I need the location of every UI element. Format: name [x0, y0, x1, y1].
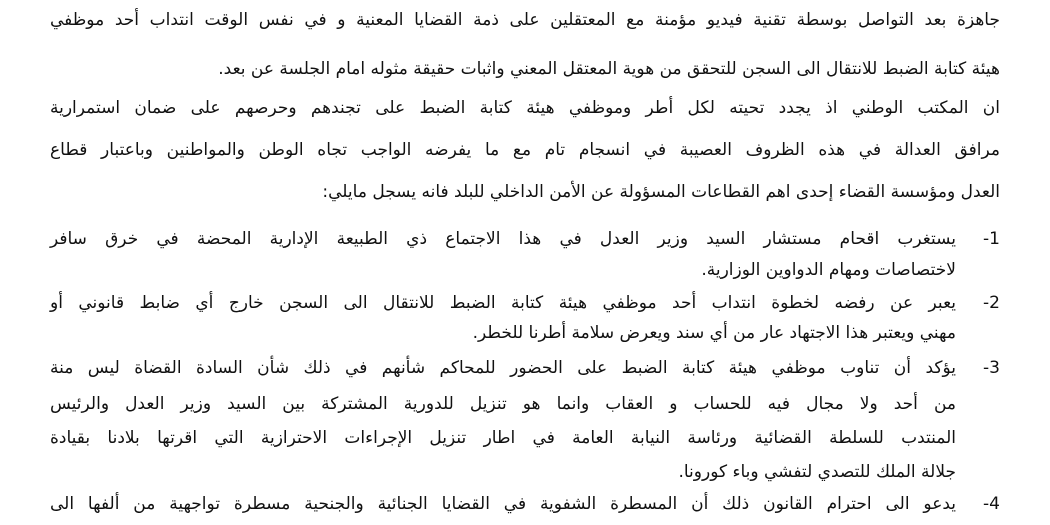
intro-line-1: جاهزة بعد التواصل بوسطة تقنية فيديو مؤمنة مع المعتقلين على ذمة القضايا المعنية و في نفس الوقت انتداب أحد موظفي [50, 10, 1000, 30]
list-item-2-continuation: مهني ويعتبر هذا الاجتهاد عار من أي سند ويعرض سلامة أطرنا للخطر. [472, 323, 956, 343]
main-paragraph-line-1: ان المكتب الوطني اذ يجدد تحيته لكل أطر وموظفي هيئة كتابة الضبط على تجندهم وحرصهم على ضمان استمرارية [50, 98, 1000, 118]
list-item-4 [50, 489, 1000, 519]
list-item-number: -3 [983, 358, 1000, 378]
list-item-text: يدعو الى احترام القانون ذلك أن المسطرة الشفوية في القضايا الجنائية والجنحية مسطرة تواجهية من ألفها الى [50, 494, 956, 514]
list-item-3-continuation-2: المنتدب للسلطة القضائية ورئاسة النيابة العامة في اطار تنزيل الإجراءات الاحترازية التي اقرتها بلادنا بقيادة [50, 428, 956, 448]
list-item-3-continuation-3: جلالة الملك للتصدي لتفشي وباء كورونا. [678, 462, 956, 482]
list-item-number: -4 [983, 494, 1000, 514]
intro-line-2: هيئة كتابة الضبط للانتقال الى السجن للتحقق من هوية المعتقل المعني واثبات حقيقة مثوله امام الجلسة عن بعد. [218, 59, 1000, 79]
list-item-3-continuation-1: من أحد ولا مجال فيه للحساب و العقاب وانما هو تنزيل للدورية المشتركة بين السيد وزير العدل والرئيس [50, 394, 956, 414]
list-item-number: -1 [983, 229, 1000, 249]
list-item-1-continuation: لاختصاصات ومهام الدواوين الوزارية. [701, 260, 956, 280]
main-paragraph-line-3: العدل ومؤسسة القضاء إحدى اهم القطاعات المسؤولة عن الأمن الداخلي للبلد فانه يسجل مايلي: [322, 182, 1000, 202]
main-paragraph-line-2: مرافق العدالة في هذه الظروف العصيبة في انسجام تام مع ما يفرضه الواجب تجاه الوطن والمواطنين وباعتبار قطاع [50, 140, 1000, 160]
list-item-text: يستغرب اقحام مستشار السيد وزير العدل في هذا الاجتماع ذي الطبيعة الإدارية المحضة في خرق سافر [50, 229, 956, 249]
list-item-text: يعبر عن رفضه لخطوة انتداب أحد موظفي هيئة كتابة الضبط للانتقال الى السجن خارج أي ضابط قانوني أو [50, 293, 956, 313]
list-item-3 [50, 353, 1000, 383]
list-item-text: يؤكد أن تناوب موظفي هيئة كتابة الضبط على الحضور للمحاكم شأنهم في ذلك شأن السادة القضاة ليس منة [50, 358, 956, 378]
list-item-2 [50, 288, 1000, 318]
list-item-number: -2 [983, 293, 1000, 313]
list-item-1 [50, 224, 1000, 254]
